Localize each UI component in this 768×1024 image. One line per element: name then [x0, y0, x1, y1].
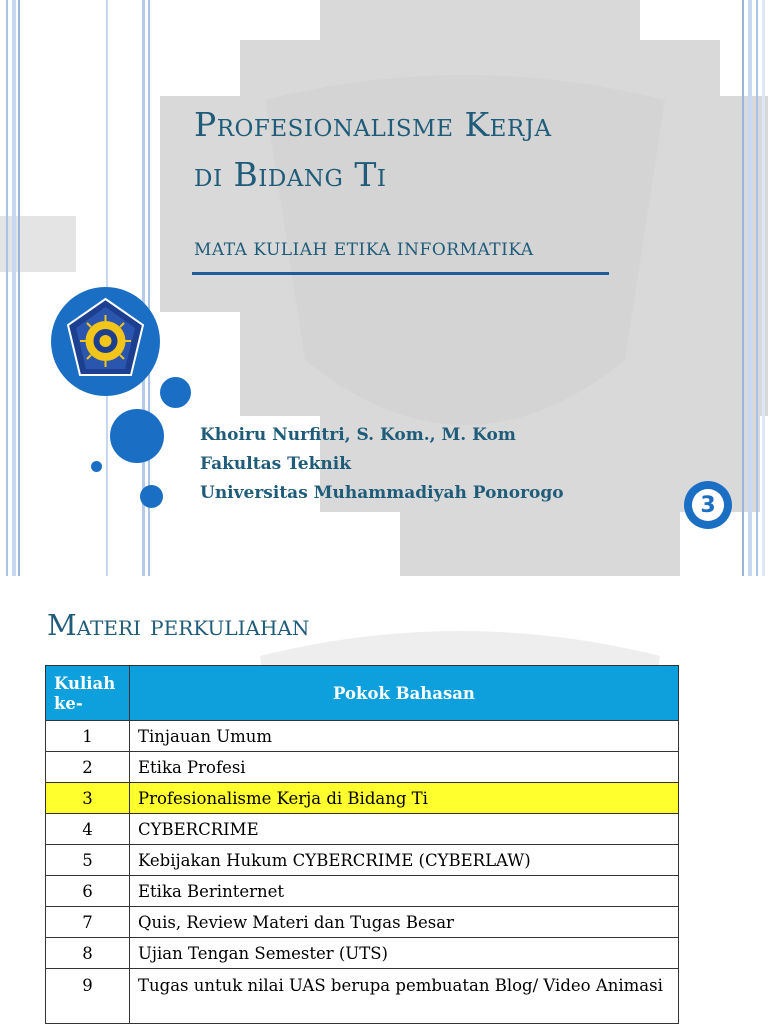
table-row	[46, 938, 679, 969]
decorative-line	[12, 0, 16, 576]
content-slide	[0, 576, 768, 1024]
header-lecture-number: Kuliah ke-	[46, 666, 130, 721]
table-row	[46, 814, 679, 845]
decorative-circle	[160, 377, 191, 408]
lecture-number: 9	[46, 969, 130, 1024]
table-header-row	[46, 666, 679, 721]
table-row	[46, 721, 679, 752]
lecture-topic: Tugas untuk nilai UAS berupa pembuatan Blog/ Video Animasi	[130, 969, 679, 1024]
slide-number: 3	[692, 489, 724, 521]
university-name: Universitas Muhammadiyah Ponorogo	[200, 483, 564, 503]
lecture-topic: Etika Profesi	[130, 752, 679, 783]
lecture-topic: Tinjauan Umum	[130, 721, 679, 752]
decorative-circle	[91, 461, 102, 472]
background-block	[320, 0, 640, 40]
subtitle-underline	[192, 272, 609, 275]
title-line-2: di Bidang Ti	[194, 155, 387, 194]
header-topic: Pokok Bahasan	[130, 666, 679, 721]
table-row	[46, 876, 679, 907]
lecture-topic: Quis, Review Materi dan Tugas Besar	[130, 907, 679, 938]
decorative-line	[18, 0, 20, 576]
slide-title	[194, 100, 734, 200]
lecture-topic: Ujian Tengan Semester (UTS)	[130, 938, 679, 969]
table-row	[46, 907, 679, 938]
university-logo-icon	[51, 287, 160, 396]
table-row-highlighted	[46, 783, 679, 814]
decorative-line	[756, 0, 758, 576]
lecture-number: 5	[46, 845, 130, 876]
lecture-number: 4	[46, 814, 130, 845]
lecture-number: 6	[46, 876, 130, 907]
decorative-circle	[140, 485, 163, 508]
title-line-1: Profesionalisme Kerja	[194, 105, 552, 144]
lecture-number: 3	[46, 783, 130, 814]
slide-number-badge	[684, 481, 732, 529]
decorative-line	[762, 0, 765, 576]
decorative-line	[742, 0, 744, 576]
logo-circle	[51, 287, 160, 396]
faculty-name: Fakultas Teknik	[200, 454, 351, 474]
lecture-topic: Etika Berinternet	[130, 876, 679, 907]
table-row	[46, 845, 679, 876]
table-row	[46, 969, 679, 1024]
course-subtitle: MATA KULIAH ETIKA INFORMATIKA	[194, 240, 534, 260]
lecture-number: 1	[46, 721, 130, 752]
lecture-number: 7	[46, 907, 130, 938]
course-materials-table	[45, 665, 679, 1024]
lecture-number: 8	[46, 938, 130, 969]
lecture-topic: Profesionalisme Kerja di Bidang Ti	[130, 783, 679, 814]
table-row	[46, 752, 679, 783]
lecture-number: 2	[46, 752, 130, 783]
decorative-circle	[110, 409, 164, 463]
decorative-line	[6, 0, 8, 576]
lecture-topic: CYBERCRIME	[130, 814, 679, 845]
background-block	[400, 512, 680, 576]
author-name: Khoiru Nurfitri, S. Kom., M. Kom	[200, 425, 516, 445]
lecture-topic: Kebijakan Hukum CYBERCRIME (CYBERLAW)	[130, 845, 679, 876]
decorative-line	[748, 0, 752, 576]
slide-title: Materi perkuliahan	[47, 608, 310, 642]
